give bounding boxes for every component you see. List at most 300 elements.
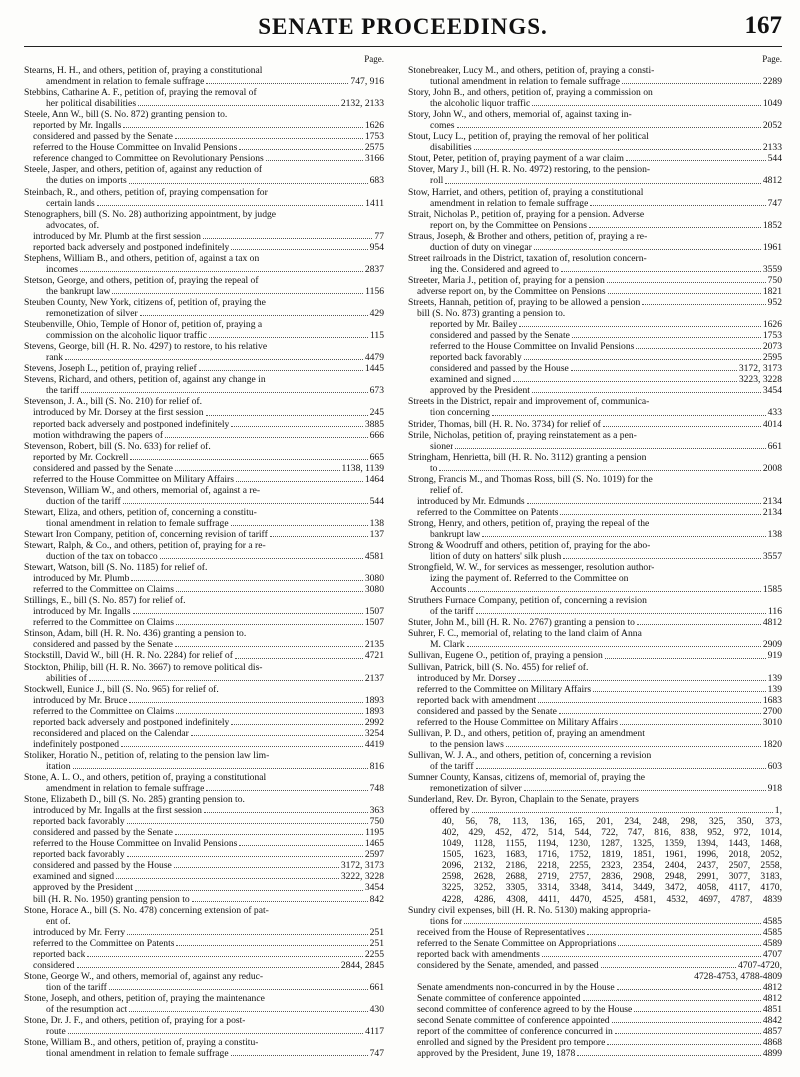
index-entry [24,595,384,606]
dot-leader [175,646,363,647]
index-entry [24,529,384,540]
dot-leader [607,1044,760,1045]
page-reference: 661 [369,981,384,993]
page-reference: 954 [369,241,384,253]
page-reference: 4581 [364,551,384,563]
entry-text: reference changed to Committee on Revolutionary Pensions [33,153,264,165]
index-entry [24,750,384,761]
index-entry [24,938,384,949]
entry-text: Stenographers, bill (S. No. 28) authorizing appointment, by judge [24,208,277,220]
page-reference: 4589 [762,937,782,949]
entry-text: Stringham, Henrietta, bill (H. R. No. 3112) granting a pension [408,451,647,463]
index-entry [408,772,782,783]
index-entry [24,551,384,562]
entry-text: Stuter, John M., bill (H. R. No. 2767) granting a pension to [408,617,635,629]
index-entry [24,916,384,927]
entry-text: 4728-4753, 4788-4809 [694,970,782,982]
index-entry [24,617,384,628]
page-reference: 2073 [762,341,782,353]
page-reference: 3254 [364,727,384,739]
index-entry [24,319,384,330]
index-entry [24,485,384,496]
entry-text: approved by the President [33,882,133,894]
index-entry [24,882,384,893]
page-reference: 3080 [364,573,384,585]
page-reference: 2844, 2845 [340,959,384,971]
index-entry [408,430,782,441]
entry-text: sioner [430,440,454,452]
index-entry [24,761,384,772]
index-entry [24,695,384,706]
dot-leader [612,1022,761,1023]
dot-leader [532,392,761,393]
entry-text: of the resumption act [46,1003,128,1015]
index-entry [408,264,782,275]
entry-text: to the pension laws [430,738,504,750]
page-reference: 4857 [762,1026,782,1038]
index-entry [24,220,384,231]
entry-text: Senate amendments non-concurred in by the House [417,981,615,993]
dot-leader [617,989,761,990]
page-reference: 3166 [364,153,384,165]
entry-text: Stone, George W., and others, memorial of, against any reduc- [24,970,264,982]
entry-text: Steubenville, Ohio, Temple of Honor of, petition of, praying a [24,319,263,331]
index-entry [24,286,384,297]
entry-text: Stover, Mary J., bill (H. R. No. 4972) restoring, to the pension- [408,164,651,176]
entry-text: Accounts [430,584,467,596]
entry-text: Stone, Joseph, and others, petition of, praying the maintenance [24,992,265,1004]
page-reference: 2133 [762,142,782,154]
entry-text: considered by the Senate, amended, and passed [417,959,599,971]
page-reference: 4707-4720, [738,959,782,971]
dot-leader [239,845,362,846]
entry-text: referred to the House Committee on Invalid Pensions [33,838,238,850]
page-reference: 4014 [762,418,782,430]
index-entry [24,849,384,860]
entry-text: second committee of conference agreed to by the House [417,1003,633,1015]
dot-leader [476,613,766,614]
dot-leader [176,945,367,946]
page-reference: 4812 [762,175,782,187]
index-entry [24,175,384,186]
page-reference: 747 [369,1048,384,1060]
page-reference: 2134 [762,495,782,507]
dot-leader [464,923,761,924]
index-entry [408,905,782,916]
index-entry [408,164,782,175]
dot-leader [129,702,362,703]
index-entry [408,507,782,518]
index-entry [24,540,384,551]
entry-text: considered and passed by the Senate [33,639,173,651]
entry-text: Stevens, Richard, and others, petition of, against any change in [24,374,266,386]
entry-text: referred to the Committee on Claims [33,584,174,596]
index-entry [24,452,384,463]
dot-leader [439,470,760,471]
dot-leader [266,160,363,161]
index-entry [408,816,782,827]
index-entry [24,352,384,363]
index-entry [408,1048,782,1059]
entry-text: referred to the Committee on Claims [33,705,174,717]
index-entry [408,120,782,131]
index-entry [408,971,782,982]
dot-leader [191,735,363,736]
index-entry [408,938,782,949]
index-entry [408,474,782,485]
index-entry [24,971,384,982]
entry-text: introduced by Mr. Ingalls at the first session [33,805,202,817]
entry-text: disabilities [430,142,472,154]
index-entry [408,175,782,186]
entry-text: 1505, 1623, 1683, 1716, 1752, 1819, 1851, 1961, 1996, 2018, 2052, [442,849,782,861]
entry-text: Story, John B., and others, petition of, praying a commission on [408,87,653,99]
dot-leader [577,1055,761,1056]
entry-text: Sullivan, Patrick, bill (S. No. 455) for relief of. [408,661,589,673]
dot-leader [231,525,368,526]
dot-leader [605,658,766,659]
dot-leader [542,956,761,957]
index-entry [408,363,782,374]
index-entry [24,253,384,264]
dot-leader [593,691,766,692]
index-entry [24,65,384,76]
entry-text: 1049, 1128, 1155, 1194, 1230, 1287, 1325, 1359, 1394, 1443, 1468, [442,838,782,850]
entry-text: ent of. [46,915,71,927]
dot-leader [519,326,760,327]
page-reference: 1961 [762,241,782,253]
page-reference: 363 [369,805,384,817]
entry-text: examined and signed [430,374,511,386]
entry-text: Senate committee of conference appointed [417,992,581,1004]
entry-text: report on, by the Committee on Pensions [430,219,587,231]
dot-leader [560,514,760,515]
index-entry [408,684,782,695]
index-entry [24,838,384,849]
index-entry [408,98,782,109]
dot-leader [133,613,363,614]
dot-leader [206,790,367,791]
index-entry [408,142,782,153]
entry-text: remonetization of silver [430,783,522,795]
index-entry [408,706,782,717]
page-reference: 2135 [364,639,384,651]
dot-leader [209,337,368,338]
entry-text: Streeter, Maria J., petition of, praying for a pension [408,274,605,286]
entry-text: the tariff [46,385,80,397]
index-entry [24,905,384,916]
dot-leader [176,591,363,592]
entry-text: 40, 56, 78, 113, 136, 165, 201, 234, 248, 298, 325, 350, 373, [442,816,782,828]
index-entry [24,507,384,518]
index-entry [408,805,782,816]
entry-text: amendment in relation to female suffrage [430,197,589,209]
dot-leader [236,481,363,482]
page-reference: 750 [369,816,384,828]
index-entry [24,1026,384,1037]
index-entry [408,871,782,882]
page-reference: 4812 [762,617,782,629]
page-reference: 747, 916 [350,76,384,88]
entry-text: Streets in the District, repair and improvement of, communica- [408,396,650,408]
entry-text: Stout, Peter, petition of, praying payment of a war claim [408,153,624,165]
index-entry [408,65,782,76]
entry-text: bill (S. No. 873) granting a pension to. [417,308,566,320]
index-entry [408,750,782,761]
page-reference: 4585 [762,915,782,927]
entry-text: abilities of [46,672,87,684]
index-entry [24,242,384,253]
dot-leader [538,702,761,703]
dot-leader [127,934,367,935]
entry-text: Stillings, E., bill (S. No. 857) for relief of. [24,595,186,607]
entry-text: introduced by Mr. Bruce [33,694,128,706]
dot-leader [112,293,363,294]
page-reference: 2289 [762,76,782,88]
dot-leader [513,381,737,382]
page-reference: 4812 [762,992,782,1004]
index-entry [408,463,782,474]
entry-text: examined and signed [33,871,114,883]
index-entry [24,949,384,960]
index-entry [408,1026,782,1037]
index-entry [408,562,782,573]
entry-text: to [430,462,438,474]
index-entry [408,982,782,993]
page-reference: 139 [767,683,782,695]
dot-leader [524,359,761,360]
index-entry [24,330,384,341]
index-entry [408,838,782,849]
index-entry [408,87,782,98]
page-reference: 2575 [364,142,384,154]
dot-leader [89,680,363,681]
page-reference: 3172, 3173 [738,363,782,375]
page-reference: 1465 [364,838,384,850]
entry-text: tions for [430,915,463,927]
entry-text: 2598, 2628, 2688, 2719, 2757, 2836, 2908, 2948, 2991, 3077, 3183, [442,871,782,883]
entry-text: Sullivan, P. D., and others, petition of, praying an amendment [408,727,645,739]
index-entry [408,529,782,540]
entry-text: Stewart Iron Company, petition of, concerning revision of tariff [24,528,268,540]
dot-leader [68,1033,363,1034]
entry-text: Stevens, George, bill (H. R. No. 4297) to restore, to his relative [24,341,268,353]
index-entry [408,496,782,507]
index-entry [24,728,384,739]
index-entry [408,419,782,430]
dot-leader [637,624,761,625]
index-entry [24,1004,384,1015]
index-entry [24,871,384,882]
page-reference: 138 [369,517,384,529]
index-entry [24,927,384,938]
entry-text: referred to the House Committee on Military Affairs [33,473,234,485]
page-reference: 1626 [762,319,782,331]
page-reference: 1820 [762,738,782,750]
index-entry [408,209,782,220]
right-column [408,54,782,1059]
index-entry [24,430,384,441]
page-reference: 3559 [762,263,782,275]
page-reference: 544 [767,153,782,165]
entry-text: Strongfield, W. W., for services as messenger, resolution author- [408,562,655,574]
entry-text: Stockton, Philip, bill (H. R. No. 3667) to remove political dis- [24,661,263,673]
dot-leader [532,105,761,106]
index-entry [408,540,782,551]
page-reference: 2052 [762,120,782,132]
index-entry [24,1037,384,1048]
column-heading: Page. [762,54,782,64]
entry-text: motion withdrawing the papers of [33,429,164,441]
page-reference: 2132, 2133 [340,98,384,110]
entry-text: lition of duty on hatters' silk plush [430,551,562,563]
entry-text: introduced by Mr. Ingalls [33,606,131,618]
entry-text: introduced by Mr. Plumb at the first session [33,230,201,242]
entry-text: referred to the House Committee on Invalid Pensions [33,142,238,154]
index-entry [408,949,782,960]
entry-text: Stoliker, Horatio N., petition of, relating to the pension law lim- [24,749,270,761]
page-reference: 952 [767,296,782,308]
entry-text: Street railroads in the District, taxation of, resolution concern- [408,252,647,264]
page-reference: 245 [369,407,384,419]
index-entry [408,761,782,772]
dot-leader [176,624,363,625]
page-reference: 1585 [762,584,782,596]
index-list-left [24,65,384,1059]
entry-text: reported by Mr. Cockrell [33,451,129,463]
index-entry [24,496,384,507]
dot-leader [206,415,368,416]
entry-text: introduced by Mr. Dorsey at the first session [33,407,204,419]
dot-leader [176,713,363,714]
index-entry [408,109,782,120]
entry-text: reported back adversely and postponed indefinitely [33,716,230,728]
left-column [24,54,384,1059]
page-reference: 1195 [365,827,384,839]
entry-text: Stone, Dr. J. F., and others, petition of, praying for a post- [24,1015,246,1027]
index-entry [408,595,782,606]
page-reference: 4868 [762,1037,782,1049]
index-entry [408,518,782,529]
index-entry [24,76,384,87]
header-rule [24,46,782,47]
entry-text: reconsidered and placed on the Calendar [33,727,189,739]
dot-leader [81,392,367,393]
entry-text: certain lands [46,197,95,209]
index-entry [24,275,384,286]
dot-leader [615,1033,761,1034]
index-entry [408,407,782,418]
entry-text: tion of the tariff [46,981,107,993]
index-entry [408,551,782,562]
index-entry [408,1015,782,1026]
entry-text: indefinitely postponed [33,738,120,750]
entry-text: Strile, Nicholas, petition of, praying reinstatement as a pen- [408,429,637,441]
entry-text: Stephens, William B., and others, petition of, against a tax on [24,252,260,264]
entry-text: Stebbins, Catharine A. F., petition of, praying the removal of [24,87,257,99]
index-entry [408,1037,782,1048]
entry-text: roll [430,175,444,187]
page-reference: 2992 [364,716,384,728]
index-entry [408,220,782,231]
page-reference: 665 [369,451,384,463]
page-reference: 1753 [364,131,384,143]
dot-leader [561,271,761,272]
index-entry [24,794,384,805]
page-reference: 4812 [762,981,782,993]
index-entry [24,341,384,352]
index-entry [408,960,782,971]
page-reference: 1753 [762,330,782,342]
page-reference: 1893 [364,694,384,706]
page-reference: 4707 [762,948,782,960]
index-entry [408,794,782,805]
page-reference: 3172, 3173 [340,860,384,872]
index-entry [408,396,782,407]
dot-leader [174,867,339,868]
entry-text: Stinson, Adam, bill (H. R. No. 436) granting a pension to. [24,628,247,640]
index-entry [408,341,782,352]
index-entry [24,297,384,308]
index-entry [24,805,384,816]
page-reference: 918 [767,783,782,795]
entry-text: Strider, Thomas, bill (H. R. No. 3734) for relief of [408,418,601,430]
dot-leader [601,967,736,968]
entry-text: reported by Mr. Ingalls [33,120,122,132]
index-entry [408,131,782,142]
entry-text: bill (H. R. No. 1950) granting pension to [33,893,190,905]
dot-leader [231,426,362,427]
index-entry [24,419,384,430]
entry-text: of the tariff [430,606,474,618]
page-reference: 1411 [365,197,384,209]
index-entry [24,639,384,650]
index-entry [408,275,782,286]
entry-text: Steele, Ann W., bill (S. No. 872) granting pension to. [24,109,228,121]
entry-text: Stewart, Watson, bill (S. No. 1185) for relief of. [24,562,208,574]
index-entry [24,628,384,639]
entry-text: Stow, Harriet, and others, petition of, praying a constitutional [408,186,644,198]
entry-text: Stockstill, David W., bill (H. R. No. 2284) for relief of [24,650,233,662]
page-reference: 430 [369,1003,384,1015]
entry-text: relief of. [430,484,464,496]
dot-leader [135,890,363,891]
entry-text: referred to the House Committee on Invalid Pensions [430,341,635,353]
index-entry [24,662,384,673]
page-reference: 1893 [364,705,384,717]
index-entry [408,352,782,363]
index-entry [408,894,782,905]
page-reference: 4842 [762,1015,782,1027]
entry-text: Strong, Henry, and others, petition of, praying the repeal of the [408,517,650,529]
page-reference: 603 [767,760,782,772]
entry-text: reported back with amendment [417,694,537,706]
index-entry [24,363,384,374]
entry-text: Sullivan, Eugene O., petition of, praying a pension [408,650,603,662]
entry-text: bankrupt law [430,528,481,540]
index-entry [24,706,384,717]
dot-leader [468,591,761,592]
entry-text: approved by the President, June 19, 1878 [417,1048,576,1060]
index-entry [408,827,782,838]
entry-text: the duties on imports [46,175,127,187]
dot-leader [457,127,761,128]
entry-text: M. Clark [430,639,465,651]
index-entry [24,606,384,617]
page-reference: 4117 [365,1026,384,1038]
index-entry [24,374,384,385]
entry-text: considered and passed by the House [430,363,569,375]
